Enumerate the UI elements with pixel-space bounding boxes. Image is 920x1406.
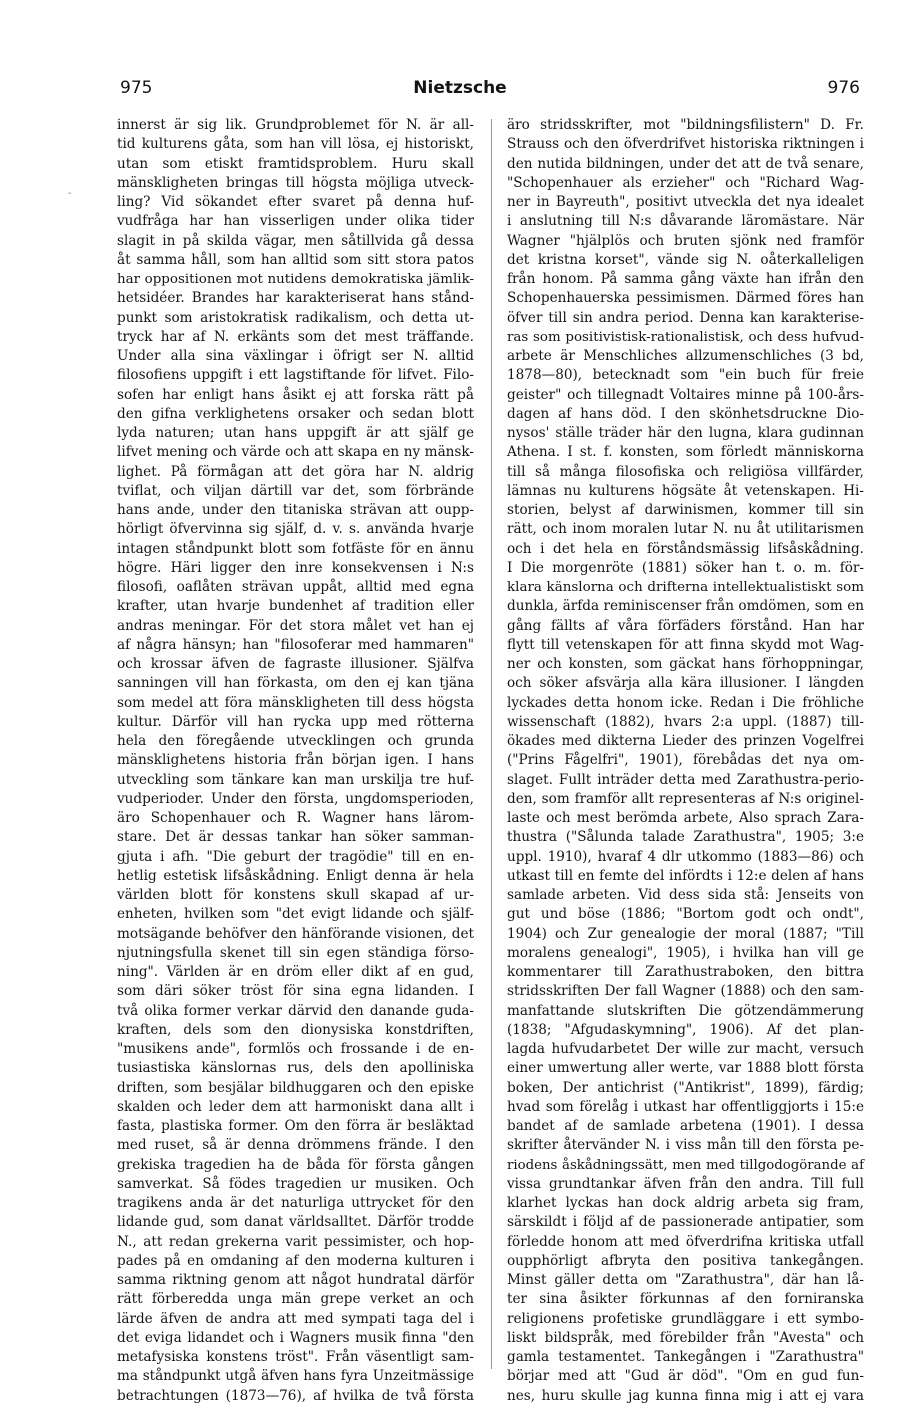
text-line: ner in Bayreuth", positivt utveckla det nya idealet	[507, 194, 864, 210]
text-line: stridsskriften Der fall Wagner (1888) och den sam-	[507, 983, 864, 1000]
text-line: ("Prins Fågelfri", 1901), förebådas det nya om-	[507, 752, 864, 769]
text-line: motsägande behöfver den hänförande visionen, det	[117, 925, 474, 942]
text-line: gång fällts af våra förfäders förstånd. Han har	[507, 617, 864, 634]
text-line: samma riktning genom att något hundratal därför	[117, 1272, 474, 1288]
text-line: Athena. I st. f. konsten, som förledt människorna	[507, 444, 864, 461]
page-number-right: 976	[827, 78, 860, 98]
text-line: metafysiska konstens tröst". Från väsentligt sam-	[117, 1349, 474, 1365]
text-line: pades på en omdaning af den moderna kulturen i	[117, 1252, 474, 1269]
text-line: samverkat. Så födes tragedien ur musiken. Och	[117, 1175, 474, 1192]
text-line: tryck har af N. erkänts som det mest träffande.	[117, 328, 474, 345]
text-line: betrachtungen (1873—76), af hvilka de två första	[117, 1387, 474, 1404]
text-line: från honom. På samma gång växte han ifrån den	[507, 271, 864, 287]
text-line: krafter, utan hvarje bundenhet af tradition eller	[117, 598, 474, 615]
text-line: slaget. Fullt inträder detta med Zarathustra-perio-	[507, 771, 864, 788]
text-line: Strauss och den öfverdrifvet historiska riktningen i	[507, 136, 864, 153]
text-line: lyckades detta honom icke. Redan i Die fröhliche	[507, 694, 864, 711]
text-line: hetlig estetisk lifsåskådning. Enligt denna är hela	[117, 867, 474, 884]
text-line: högre. Häri ligger den inre konsekvensen i N:s	[117, 559, 474, 576]
text-line: den gifna verklighetens orsaker och sedan blott	[117, 405, 474, 422]
text-line: intagen ståndpunkt blott som fotfäste för en ännu	[117, 540, 474, 557]
text-line: lidande gud, som danat världsalltet. Därför trodde	[117, 1214, 474, 1231]
text-line: tid kulturens gåta, som han vill lösa, ej historiskt,	[117, 136, 474, 153]
text-line: ter sina åsikter förkunnas af den forniranska	[507, 1291, 864, 1308]
text-line: filosofiens uppgift i ett lagstiftande för lifvet. Filo-	[117, 367, 474, 384]
running-title: Nietzsche	[413, 78, 507, 98]
text-line: oupphörligt afbryta den positiva tankegången.	[507, 1252, 864, 1269]
text-line: manfattande slutskriften Die götzendämmerung	[507, 1002, 864, 1019]
text-line: wissenschaft (1882), hvars 2:a uppl. (1887) till-	[507, 713, 864, 730]
text-line: flytt till vetenskapen för att finna skydd mot Wag-	[507, 636, 864, 653]
text-line: ma ståndpunkt utgå äfven hans fyra Unzeitmässige	[117, 1368, 474, 1385]
text-line: Under alla sina växlingar i öfrigt ser N. alltid	[117, 348, 474, 364]
text-line: tviflat, och viljan därtill var det, som förbrände	[117, 482, 474, 499]
text-line: religionens profetiske grundläggare i ett symbo-	[507, 1310, 864, 1327]
text-line: lighet. På förmågan att det göra har N. aldrig	[117, 463, 474, 480]
text-line: bandet af de samlade arbetena (1901). I dessa	[507, 1118, 864, 1134]
text-line: äro Schopenhauer och R. Wagner hans lärom-	[117, 810, 474, 826]
text-line: utveckling som tänkare kan man urskilja tre huf-	[117, 771, 474, 788]
margin-mark: -	[68, 188, 72, 199]
text-line: dunkla, ärfda reminiscenser från omdömen, som en	[507, 598, 864, 615]
text-line: sanningen vill han förkasta, om den ej kan tjäna	[117, 675, 474, 692]
text-line: moralens genealogi", 1905), i hvilka han vill ge	[507, 944, 864, 961]
text-line: hela den föregående utvecklingen och grunda	[117, 733, 474, 749]
text-line: och i det hela en förståndsmässig lifsåskådning.	[507, 540, 864, 557]
text-line: åt samma håll, som han alltid som sitt stora patos	[117, 251, 474, 268]
text-line: ner och konsten, som gäckat hans förhoppningar,	[507, 656, 864, 672]
text-line: gjuta i afh. "Die geburt der tragödie" till en en-	[117, 848, 474, 865]
page-number-left: 975	[120, 78, 153, 98]
text-line: äro stridsskrifter, mot "bildningsfilistern" D. Fr.	[507, 117, 864, 133]
text-line: dagen af hans död. I den skönhetsdruckne Dio-	[507, 405, 864, 422]
text-line: den, som framför allt representeras af N:s originel-	[507, 790, 864, 807]
text-line: lagda hufvudarbetet Der wille zur macht, versuch	[507, 1041, 864, 1057]
text-line: N., att redan grekerna varit pessimister, och hop-	[117, 1233, 474, 1250]
text-line: boken, Der antichrist ("Antikrist", 1899), färdig;	[507, 1079, 864, 1096]
left-text-column	[117, 116, 474, 1404]
text-line: nysos' ställe träder här den lugna, klara gudinnan	[507, 425, 864, 441]
text-line: tusiastiska känslornas rus, dels den apolliniska	[117, 1060, 474, 1077]
text-line: ras som positivistisk-rationalistisk, och dess hufvud-	[507, 329, 864, 345]
text-line: som däri söker tröst för sina egna lidanden. I	[117, 983, 474, 1000]
text-line: lämnas nu kulturens högsäte åt vetenskapen. Hi-	[507, 482, 864, 499]
text-line: "musikens ande", formlös och frossande i de en-	[117, 1041, 474, 1057]
text-line: kraften, dels som den dionysiska konstdriften,	[117, 1021, 474, 1038]
text-line: rätt förberedda unga män grepe verket an och	[117, 1291, 474, 1308]
text-line: storien, belyst af darwinismen, kommer till sin	[507, 502, 864, 518]
text-line: det kristna korset", vände sig N. oåterkalleligen	[507, 251, 864, 268]
text-line: einer umwertung aller werte, var 1888 blott första	[507, 1060, 864, 1077]
text-line: rätt, och inom moralen lutar N. nu åt utilitarismen	[507, 521, 864, 538]
text-line: mänsklighetens historia från början igen. I hans	[117, 752, 474, 769]
text-line: har oppositionen mot nutidens demokratiska jämlik-	[117, 272, 474, 287]
text-line: punkt som aristokratisk radikalism, och detta ut-	[117, 309, 474, 326]
text-line: gamla testamentet. Tankegången i "Zarathustra"	[507, 1349, 864, 1365]
text-line: nes, huru skulle jag kunna finna mig i att ej vara	[507, 1387, 864, 1404]
text-line: Minst gäller detta om "Zarathustra", där han lå-	[507, 1272, 864, 1288]
text-line: skalden och leder dem att harmoniskt dana allt i	[117, 1098, 474, 1115]
text-line: njutningsfulla skenet till sin egen ständiga förso-	[117, 944, 474, 961]
text-line: arbete är Menschliches allzumenschliches (3 bd,	[507, 348, 864, 364]
text-line: enheten, hvilken som "det evigt lidande och själf-	[117, 906, 474, 923]
text-line: "Schopenhauer als erzieher" och "Richard Wag-	[507, 174, 864, 191]
text-line: kommentarer till Zarathustraboken, den bittra	[507, 964, 864, 980]
page-header	[0, 78, 920, 108]
text-line: hetsidéer. Brandes har karakteriserat hans stånd-	[117, 290, 474, 307]
text-line: geister" och tillegnadt Voltaires minne på 100-års-	[507, 386, 864, 403]
text-line: af några hänsyn; han "filosoferar med hammaren"	[117, 636, 474, 653]
text-line: slagit in på skilda vägar, men såtillvida gå dessa	[117, 232, 474, 249]
text-line: i anslutning till N:s dåvarande läromästare. När	[507, 213, 864, 230]
text-line: hans ande, under den titaniska strävan att oupp-	[117, 502, 474, 518]
text-line: laste och mest berömda arbete, Also sprach Zara-	[507, 810, 864, 826]
text-line: skrifter återvänder N. i viss mån till den första pe-	[507, 1137, 864, 1154]
text-line: och söker afsvärja alla kära illusioner. I längden	[507, 675, 864, 692]
text-line: stare. Det är dessas tankar han söker samman-	[117, 829, 474, 846]
text-line: andras meningar. För det stora målet vet han ej	[117, 617, 474, 634]
text-line: och krossar äfven de fagraste illusioner. Själfva	[117, 656, 474, 672]
text-line: fasta, plastiska former. Om den förra är besläktad	[117, 1118, 474, 1134]
text-line: med ruset, så är denna drömmens frände. I den	[117, 1137, 474, 1154]
text-line: Schopenhauerska pessimismen. Därmed föres han	[507, 290, 864, 307]
text-line: I Die morgenröte (1881) söker han t. o. m. för-	[507, 559, 864, 576]
text-line: (1838; "Afgudaskymning", 1906). Af det plan-	[507, 1021, 864, 1038]
text-line: två olika former verkar därvid den danande guda-	[117, 1002, 474, 1019]
text-line: tragikens anda är det naturliga uttrycket för den	[117, 1195, 474, 1211]
text-line: vissa grundtankar äfven från den andra. Till full	[507, 1175, 864, 1192]
text-line: vudperioder. Under den första, ungdomsperioden,	[117, 790, 474, 807]
text-line: den nutida bildningen, under det att de två senare,	[507, 155, 864, 172]
text-line: till så många filosofiska och religiösa villfärder,	[507, 463, 864, 480]
text-line: lyda naturen; utan hans uppgift är att själf ge	[117, 425, 474, 441]
text-line: innerst är sig lik. Grundproblemet för N. är all-	[117, 117, 474, 133]
text-line: thustra ("Sålunda talade Zarathustra", 1905; 3:e	[507, 829, 864, 846]
text-line: världen blott för konstens skull skapad af ur-	[117, 887, 474, 903]
text-line: sofen har enligt hans åsikt ej att forska rätt på	[117, 386, 474, 403]
text-line: det eviga lidandet och i Wagners musik finna "den	[117, 1329, 474, 1346]
text-line: filosofi, oaflåten strävan uppåt, alltid med egna	[117, 579, 474, 595]
text-line: ökades med dikterna Lieder des prinzen Vogelfrei	[507, 733, 864, 749]
text-line: kultur. Därför vill han rycka upp med rötterna	[117, 713, 474, 730]
text-line: driften, som besjälar bildhuggaren och den episke	[117, 1079, 474, 1096]
text-line: ling? Vid sökandet efter svaret på denna huf-	[117, 194, 474, 210]
text-line: utkast till en femte del infördts i 12:e delen af hans	[507, 867, 864, 884]
text-line: lärde äfven de andra att med sympati taga del i	[117, 1310, 474, 1327]
text-line: riodens åskådningssätt, men med tillgodogörande af	[507, 1157, 864, 1173]
text-line: mänskligheten bringas till högsta möjliga utveck-	[117, 174, 474, 191]
text-line: lifvet mening och värde och att skapa en ny mänsk-	[117, 444, 474, 461]
text-line: ning". Världen är en dröm eller dikt af en gud,	[117, 964, 474, 980]
text-line: utan som etiskt framtidsproblem. Huru skall	[117, 155, 474, 172]
text-line: liskt bildspråk, med förebilder från "Avesta" och	[507, 1329, 864, 1346]
text-line: hvad som förelåg i utkast har offentliggjorts i 15:e	[507, 1098, 864, 1115]
text-line: hörligt öfvervinna sig själf, d. v. s. använda hvarje	[117, 521, 474, 538]
text-line: uppl. 1910), hvaraf 4 dlr utkommo (1883—86) och	[507, 848, 864, 865]
text-line: klarhet lyckas han dock aldrig arbeta sig fram,	[507, 1195, 864, 1211]
text-line: 1878—80), betecknadt som "ein buch für freie	[507, 367, 864, 384]
text-line: gut und böse (1886; "Bortom godt och ondt",	[507, 906, 864, 923]
text-line: samlade arbeten. Vid dess sida stå: Jenseits von	[507, 887, 864, 903]
text-line: 1904) och Zur genealogie der moral (1887; "Till	[507, 925, 864, 942]
text-line: särskildt i följd af de passionerade antipatier, som	[507, 1214, 864, 1231]
text-line: grekiska tragedien ha de båda för första gången	[117, 1156, 474, 1173]
text-line: klara känslorna och drifterna intellektualistiskt som	[507, 580, 864, 595]
text-line: öfver till sin andra period. Denna kan karakterise-	[507, 309, 864, 326]
text-line: Wagner "hjälplös och bruten sjönk ned framför	[507, 232, 864, 249]
text-line: som medel att föra mänskligheten till dess högsta	[117, 694, 474, 711]
text-line: börjar med att "Gud är död". "Om en gud fun-	[507, 1368, 864, 1385]
right-text-column	[507, 116, 864, 1404]
text-line: vudfråga har han visserligen under olika tider	[117, 213, 474, 230]
text-line: förledde honom att med öfverdrifna kritiska utfall	[507, 1233, 864, 1250]
column-divider	[491, 119, 492, 1369]
